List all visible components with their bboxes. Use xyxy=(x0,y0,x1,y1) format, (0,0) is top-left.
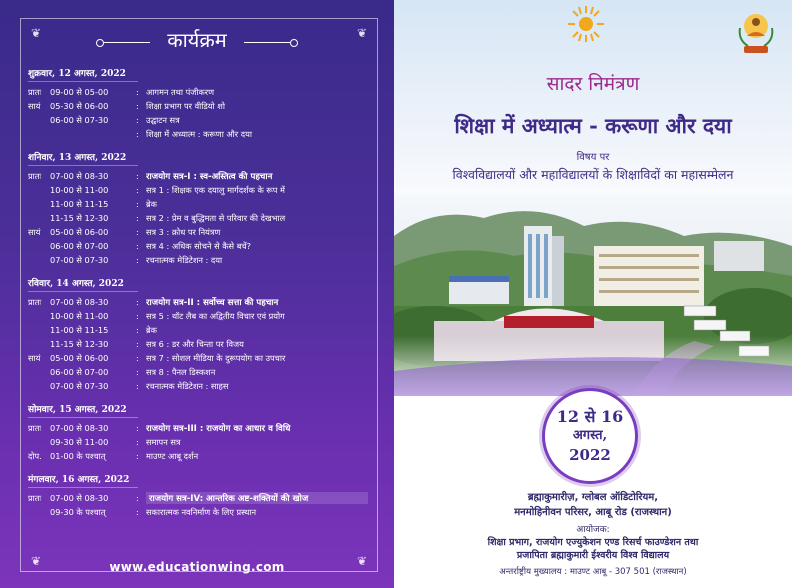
schedule-row xyxy=(28,197,368,211)
time-range: 07-00 से 08-30 xyxy=(50,296,109,307)
separator: : xyxy=(136,115,139,125)
separator: : xyxy=(136,367,139,377)
event-name: माउण्ट आबू दर्शन xyxy=(146,450,199,461)
schedule-row xyxy=(28,379,368,393)
time-range: 10-00 से 11-00 xyxy=(50,310,109,321)
schedule-row xyxy=(28,309,368,323)
event-name: सत्र 3 : क्रोध पर नियंत्रण xyxy=(146,226,221,237)
event-name: सत्र 8 : पैनल डिस्कशन xyxy=(146,366,216,377)
time-of-day: प्रातः xyxy=(28,86,42,97)
time-range: 06-00 से 07-00 xyxy=(50,366,109,377)
headquarters-address: अन्तर्राष्ट्रीय मुख्यालय : माउण्ट आबू - 307 501 (राजस्थान) xyxy=(499,567,687,577)
time-range: 10-00 से 11-00 xyxy=(50,184,109,195)
time-range: 09-30 से 11-00 xyxy=(50,436,109,447)
time-range: 06-00 से 07-30 xyxy=(50,114,109,125)
separator: : xyxy=(136,213,139,223)
schedule-row xyxy=(28,295,368,309)
organizer-line-1: शिक्षा प्रभाग, राजयोग एज्युकेशन एण्ड रिसर्च फाउण्डेशन तथा xyxy=(487,537,699,548)
schedule-day xyxy=(28,402,368,463)
schedule-row xyxy=(28,183,368,197)
time-of-day: प्रातः xyxy=(28,422,42,433)
schedule-row xyxy=(28,449,368,463)
schedule-row xyxy=(28,169,368,183)
organization-emblem-icon xyxy=(736,10,776,56)
corner-ornament-icon: ❦ xyxy=(31,554,42,568)
time-range: 11-15 से 12-30 xyxy=(50,338,109,349)
time-range: 05-00 से 06-00 xyxy=(50,226,109,237)
schedule-row xyxy=(28,365,368,379)
invitation-label: सादर निमंत्रण xyxy=(546,73,640,95)
schedule-row xyxy=(28,337,368,351)
schedule-row xyxy=(28,491,368,505)
separator: : xyxy=(136,493,139,503)
schedule-row xyxy=(28,253,368,267)
time-of-day: प्रातः xyxy=(28,492,42,503)
event-name: राजयोग सत्र-I : स्व-अस्तित्व की पहचान xyxy=(146,172,273,182)
day-title: रविवार, 14 अगस्त, 2022 xyxy=(28,276,138,292)
separator: : xyxy=(136,255,139,265)
day-title: सोमवार, 15 अगस्त, 2022 xyxy=(28,402,138,418)
time-range: 05-30 से 06-00 xyxy=(50,100,109,111)
separator: : xyxy=(136,227,139,237)
separator: : xyxy=(136,451,139,461)
sun-logo-icon xyxy=(566,4,606,44)
schedule-row xyxy=(28,99,368,113)
separator: : xyxy=(136,353,139,363)
schedule-row xyxy=(28,505,368,519)
separator: : xyxy=(136,423,139,433)
schedule-row xyxy=(28,211,368,225)
invitation-panel xyxy=(394,0,792,588)
separator: : xyxy=(136,171,139,181)
event-name: आगमन तथा पंजीकरण xyxy=(146,86,215,97)
corner-ornament-icon: ❦ xyxy=(356,554,367,568)
time-range: 09-30 के पश्चात् xyxy=(50,506,106,517)
corner-ornament-icon: ❦ xyxy=(31,26,42,40)
time-range: 07-00 से 07-30 xyxy=(50,380,109,391)
organizer-line-2: प्रजापिता ब्रह्माकुमारी ईश्वरीय विश्व विद्यालय xyxy=(516,550,670,561)
schedule-row xyxy=(28,323,368,337)
time-of-day: सायं xyxy=(28,352,41,363)
schedule-panel xyxy=(0,0,394,588)
campus-photo xyxy=(394,196,792,396)
schedule-day xyxy=(28,66,368,141)
time-of-day: दोप. xyxy=(28,450,42,461)
time-range: 11-00 से 11-15 xyxy=(50,198,109,209)
time-range: 11-00 से 11-15 xyxy=(50,324,109,335)
venue-line-2: मनमोहिनीवन परिसर, आबू रोड (राजस्थान) xyxy=(514,507,672,518)
separator: : xyxy=(136,381,139,391)
organizer-label: आयोजक: xyxy=(576,525,610,535)
event-name: सत्र 2 : प्रेम व बुद्धिमता से परिवार की देखभाल xyxy=(146,212,286,223)
schedule-day xyxy=(28,472,368,519)
event-name: सत्र 4 : अधिक सोचने से कैसे बचें? xyxy=(146,240,251,251)
time-of-day: प्रातः xyxy=(28,296,42,307)
venue-line-1: ब्रह्माकुमारीज़, ग्लोबल ऑडिटोरियम, xyxy=(527,492,659,503)
website-url[interactable]: www.educationwing.com xyxy=(109,560,285,574)
event-name: रचनात्मक मेडिटेशन : दया xyxy=(146,254,223,265)
schedule-row xyxy=(28,127,368,141)
separator: : xyxy=(136,185,139,195)
schedule-row xyxy=(28,239,368,253)
flourish-icon xyxy=(104,42,150,43)
time-of-day: प्रातः xyxy=(28,170,42,181)
event-date-badge xyxy=(542,388,638,484)
separator: : xyxy=(136,437,139,447)
time-range: 07-00 से 08-30 xyxy=(50,170,109,181)
flourish-icon xyxy=(244,42,290,43)
separator: : xyxy=(136,101,139,111)
separator: : xyxy=(136,199,139,209)
schedule-heading xyxy=(0,26,394,53)
event-name: सत्र 5 : थॉट लैब का अद्वितीय विचार एवं प्रयोग xyxy=(146,310,285,321)
event-name: सत्र 7 : सोशल मीडिया के दुरूपयोग का उपचार xyxy=(146,352,286,363)
schedule-row xyxy=(28,85,368,99)
time-range: 07-00 से 08-30 xyxy=(50,422,109,433)
time-range: 06-00 से 07-00 xyxy=(50,240,109,251)
schedule-list xyxy=(28,66,368,528)
time-range: 01-00 के पश्चात् xyxy=(50,450,106,461)
separator: : xyxy=(136,339,139,349)
separator: : xyxy=(136,311,139,321)
date-month: अगस्त, xyxy=(572,428,608,443)
event-name: राजयोग सत्र-IV: आन्तरिक अष्ट-शक्तियों की खोज xyxy=(146,492,368,504)
schedule-day xyxy=(28,276,368,393)
event-name: सत्र 6 : डर और चिन्ता पर विजय xyxy=(146,338,244,349)
subject-label: विषय पर xyxy=(576,152,610,163)
schedule-title: कार्यक्रम xyxy=(167,28,227,52)
event-name: शिक्षा में अध्यात्म : करूणा और दया xyxy=(146,128,252,139)
time-range: 09-00 से 05-00 xyxy=(50,86,109,97)
event-name: उद्घाटन सत्र xyxy=(146,114,180,125)
time-range: 07-00 से 07-30 xyxy=(50,254,109,265)
separator: : xyxy=(136,325,139,335)
event-name: सत्र 1 : शिक्षक एक दयालु मार्गदर्शक के रूप में xyxy=(146,184,285,195)
event-name: ब्रेक xyxy=(146,198,157,209)
schedule-row xyxy=(28,225,368,239)
venue xyxy=(394,490,792,520)
separator: : xyxy=(136,129,139,139)
schedule-day xyxy=(28,150,368,267)
time-range: 05-00 से 06-00 xyxy=(50,352,109,363)
event-name: शिक्षा प्रभाग पर वीडियो शो xyxy=(146,100,225,111)
schedule-row xyxy=(28,435,368,449)
corner-ornament-icon: ❦ xyxy=(356,26,367,40)
schedule-row xyxy=(28,421,368,435)
event-name: सकारात्मक नवनिर्माण के लिए प्रस्थान xyxy=(146,506,257,517)
event-name: राजयोग सत्र-II : सर्वोच्च सत्ता की पहचान xyxy=(146,298,279,308)
event-name: राजयोग सत्र-III : राजयोग का आधार व विधि xyxy=(146,424,291,434)
schedule-row xyxy=(28,113,368,127)
schedule-row xyxy=(28,351,368,365)
day-title: शनिवार, 13 अगस्त, 2022 xyxy=(28,150,138,166)
conference-title: विश्वविद्यालयों और महाविद्यालयों के शिक्षाविदों का महासम्मेलन xyxy=(452,167,734,182)
time-range: 11-15 से 12-30 xyxy=(50,212,109,223)
time-range: 07-00 से 08-30 xyxy=(50,492,109,503)
separator: : xyxy=(136,297,139,307)
separator: : xyxy=(136,241,139,251)
time-of-day: सायं xyxy=(28,100,41,111)
date-range: 12 से 16 xyxy=(556,407,624,426)
event-name: रचनात्मक मेडिटेशन : साहस xyxy=(146,380,229,391)
date-year: 2022 xyxy=(569,446,611,464)
event-name: ब्रेक xyxy=(146,324,157,335)
day-title: शुक्रवार, 12 अगस्त, 2022 xyxy=(28,66,138,82)
organizers xyxy=(394,536,792,562)
day-title: मंगलवार, 16 अगस्त, 2022 xyxy=(28,472,138,488)
time-of-day: सायं xyxy=(28,226,41,237)
event-name: समापन सत्र xyxy=(146,436,181,447)
separator: : xyxy=(136,87,139,97)
event-headline: शिक्षा में अध्यात्म - करूणा और दया xyxy=(454,113,732,138)
separator: : xyxy=(136,507,139,517)
